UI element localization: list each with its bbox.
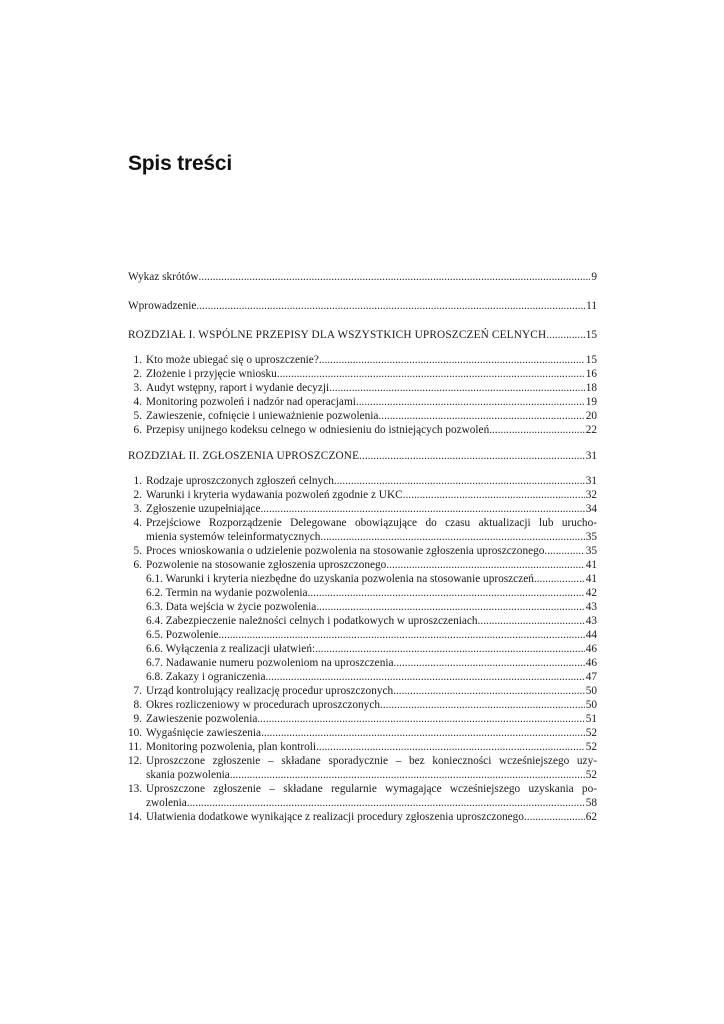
toc-entry[interactable] xyxy=(128,684,597,698)
chapter-title: ROZDZIAŁ I. WSPÓLNE PRZEPISY DLA WSZYSTKICH UPROSZCZEŃ CELNYCH xyxy=(128,329,547,341)
toc-entry-continuation[interactable] xyxy=(128,530,597,544)
dot-leader xyxy=(329,381,585,395)
dot-leader xyxy=(261,726,585,740)
entry-number: 2. xyxy=(133,368,142,380)
toc-entry-label: Rodzaje uproszczonych zgłoszeń celnych xyxy=(146,475,334,487)
table-of-contents xyxy=(128,270,597,824)
entry-number: 11. xyxy=(128,741,142,753)
entry-number: 6. xyxy=(133,424,142,436)
dot-leader xyxy=(386,558,584,572)
toc-entry[interactable] xyxy=(128,474,597,488)
toc-page-number: 15 xyxy=(585,329,597,341)
toc-page-number: 19 xyxy=(585,396,597,408)
entry-number: 5. xyxy=(133,545,142,557)
toc-entry[interactable] xyxy=(128,381,597,395)
toc-entry-label: Przepisy unijnego kodeksu celnego w odniesieniu do istniejących pozwoleń. xyxy=(146,424,493,436)
entry-number: 13. xyxy=(128,783,143,795)
toc-entry[interactable] xyxy=(128,367,597,381)
toc-entry-label: Zgłoszenie uzupełniające xyxy=(146,503,261,515)
toc-entry[interactable] xyxy=(128,488,597,502)
toc-entry-label: Monitoring pozwoleń i nadzór nad operacjami xyxy=(146,396,356,408)
toc-entry-abbreviations[interactable] xyxy=(128,270,597,284)
dot-leader xyxy=(544,544,584,558)
dot-leader xyxy=(266,670,585,684)
toc-entry[interactable] xyxy=(128,544,597,558)
toc-subentry-label: 6.2. Termin na wydanie pozwolenia xyxy=(146,587,308,599)
toc-subentry-label: 6.6. Wyłączenia z realizacji ułatwień: xyxy=(146,643,316,655)
toc-entry-label: Ułatwienia dodatkowe wynikające z realizacji procedury zgłoszenia uproszczonego xyxy=(146,811,524,823)
dot-leader xyxy=(359,449,585,463)
toc-entry-label-line2: skania pozwolenia xyxy=(146,769,230,781)
toc-entry-label: Złożenie i przyjęcie wniosku xyxy=(146,368,277,380)
toc-chapter-1[interactable] xyxy=(128,328,597,342)
toc-page-number: 43 xyxy=(585,615,597,627)
dot-leader xyxy=(478,614,585,628)
toc-page-number: 52 xyxy=(585,769,597,781)
entry-number: 6. xyxy=(133,559,142,571)
dot-leader xyxy=(319,353,585,367)
toc-subentry-label: 6.5. Pozwolenie xyxy=(146,629,219,641)
dot-leader xyxy=(534,572,585,586)
toc-page-number: 58 xyxy=(585,797,597,809)
entry-number: 9. xyxy=(133,713,142,725)
toc-entry-label: Monitoring pozwolenia, plan kontroli xyxy=(146,741,317,753)
toc-page-number: 34 xyxy=(585,503,597,515)
toc-page-number: 50 xyxy=(585,685,597,697)
toc-entry[interactable] xyxy=(128,423,597,437)
toc-page-number: 51 xyxy=(585,713,597,725)
dot-leader xyxy=(218,628,584,642)
toc-entry[interactable] xyxy=(128,558,597,572)
dot-leader xyxy=(316,600,584,614)
toc-page-number: 46 xyxy=(585,643,597,655)
toc-page-number: 16 xyxy=(585,368,597,380)
toc-entry-label: Urząd kontrolujący realizację procedur uproszczonych xyxy=(146,685,394,697)
dot-leader xyxy=(394,656,585,670)
toc-entry-label-line2: mienia systemów teleinformatycznych xyxy=(146,531,321,543)
toc-page-number: 41 xyxy=(585,573,597,585)
toc-entry[interactable] xyxy=(128,502,597,516)
toc-subentry-label: 6.7. Nadawanie numeru pozwoleniom na uproszczenia xyxy=(146,657,394,669)
toc-page-number: 44 xyxy=(585,629,597,641)
dot-leader xyxy=(378,409,584,423)
toc-entry-label-line2: zwolenia xyxy=(146,797,187,809)
dot-leader xyxy=(260,502,584,516)
toc-entry-continuation[interactable] xyxy=(128,768,597,782)
toc-entry-wrapped[interactable] xyxy=(128,516,597,530)
spacer xyxy=(128,437,597,449)
toc-subentry[interactable] xyxy=(128,614,597,628)
toc-subentry-label: 6.4. Zabezpieczenie należności celnych i podatkowych w uproszczeniach xyxy=(146,615,478,627)
dot-leader xyxy=(380,698,585,712)
entry-number: 4. xyxy=(133,396,142,408)
toc-page-number: 35 xyxy=(585,545,597,557)
entry-number: 12. xyxy=(128,755,143,767)
toc-entry-wrapped[interactable] xyxy=(128,754,597,768)
toc-entry-continuation[interactable] xyxy=(128,796,597,810)
entry-number: 10. xyxy=(128,727,143,739)
toc-page-number: 47 xyxy=(585,671,597,683)
toc-entry-label-line1: Przejściowe Rozporządzenie Delegowane obowiązujące do czasu aktualizacji lub urucho- xyxy=(146,517,597,529)
toc-page-number: 42 xyxy=(585,587,597,599)
dot-leader xyxy=(492,423,585,437)
toc-page-number: 31 xyxy=(585,450,597,462)
toc-entry-label: Audyt wstępny, raport i wydanie decyzji xyxy=(146,382,330,394)
dot-leader xyxy=(187,796,585,810)
toc-page-number: 46 xyxy=(585,657,597,669)
toc-subentry-label: 6.3. Data wejścia w życie pozwolenia xyxy=(146,601,317,613)
toc-entry-label: Proces wnioskowania o udzielenie pozwolenia na stosowanie zgłoszenia uproszczonego xyxy=(146,545,545,557)
dot-leader xyxy=(334,474,585,488)
dot-leader xyxy=(315,642,585,656)
dot-leader xyxy=(320,530,584,544)
toc-entry-label: Kto może ubiegać się o uproszczenie? xyxy=(146,354,319,366)
toc-subentry[interactable] xyxy=(128,656,597,670)
entry-number: 1. xyxy=(133,475,142,487)
toc-entry-label-line1: Uproszczone zgłoszenie – składane regularnie wymagające wcześniejszego uzyskania po- xyxy=(146,783,597,795)
toc-subentry[interactable] xyxy=(128,628,597,642)
toc-entry-label: Wygaśnięcie zawieszenia xyxy=(146,727,262,739)
toc-chapter-2[interactable] xyxy=(128,449,597,463)
entry-number: 1. xyxy=(133,354,142,366)
toc-subentry[interactable] xyxy=(128,642,597,656)
toc-page-number: 32 xyxy=(585,489,597,501)
toc-entry-label: Zawieszenie, cofnięcie i unieważnienie pozwolenia xyxy=(146,410,379,422)
page-title: Spis treści xyxy=(128,152,233,175)
toc-page-number: 18 xyxy=(585,382,597,394)
dot-leader xyxy=(393,684,585,698)
toc-entry-label-line1: Uproszczone zgłoszenie – składane sporadycznie – bez konieczności wcześniejszego uzy- xyxy=(146,755,597,767)
toc-entry[interactable] xyxy=(128,395,597,409)
toc-page-number: 20 xyxy=(585,410,597,422)
dot-leader xyxy=(356,395,585,409)
toc-entry-wrapped[interactable] xyxy=(128,782,597,796)
entry-number: 5. xyxy=(133,410,142,422)
dot-leader xyxy=(308,586,585,600)
toc-page-number: 62 xyxy=(585,811,597,823)
toc-page-number: 41 xyxy=(585,559,597,571)
toc-page-number: 52 xyxy=(585,741,597,753)
entry-number: 4. xyxy=(133,517,142,529)
dot-leader xyxy=(316,740,585,754)
entry-number: 7. xyxy=(133,685,142,697)
toc-entry-label: Wprowadzenie xyxy=(128,300,197,312)
entry-number: 3. xyxy=(133,382,142,394)
dot-leader xyxy=(403,488,585,502)
toc-entry[interactable] xyxy=(128,353,597,367)
dot-leader xyxy=(546,328,584,342)
toc-entry-label: Okres rozliczeniowy w procedurach uproszczonych xyxy=(146,699,380,711)
entry-number: 2. xyxy=(133,489,142,501)
toc-page-number: 31 xyxy=(585,475,597,487)
dot-leader xyxy=(199,270,591,284)
toc-page-number: 50 xyxy=(585,699,597,711)
entry-number: 8. xyxy=(133,699,142,711)
toc-entry[interactable] xyxy=(128,740,597,754)
toc-subentry-label: 6.1. Warunki i kryteria niezbędne do uzyskania pozwolenia na stosowanie uproszczeń xyxy=(146,573,534,585)
toc-subentry-label: 6.8. Zakazy i ograniczenia xyxy=(146,671,266,683)
toc-page-number: 15 xyxy=(585,354,597,366)
toc-subentry[interactable] xyxy=(128,586,597,600)
toc-entry[interactable] xyxy=(128,409,597,423)
toc-page-number: 35 xyxy=(585,531,597,543)
toc-entry[interactable] xyxy=(128,810,597,824)
toc-page-number: 52 xyxy=(585,727,597,739)
dot-leader xyxy=(257,712,584,726)
toc-entry-label: Zawieszenie pozwolenia xyxy=(146,713,258,725)
dot-leader xyxy=(230,768,585,782)
entry-number: 3. xyxy=(133,503,142,515)
chapter-title: ROZDZIAŁ II. ZGŁOSZENIA UPROSZCZONE xyxy=(128,450,360,462)
dot-leader xyxy=(524,810,585,824)
toc-page-number: 22 xyxy=(585,424,597,436)
toc-page-number: 43 xyxy=(585,601,597,613)
toc-subentry[interactable] xyxy=(128,670,597,684)
toc-entry-label: Pozwolenie na stosowanie zgłoszenia uproszczonego xyxy=(146,559,387,571)
toc-subentry[interactable] xyxy=(128,572,597,586)
entry-number: 14. xyxy=(128,811,143,823)
toc-subentry[interactable] xyxy=(128,600,597,614)
toc-entry-introduction[interactable] xyxy=(128,299,597,313)
toc-entry[interactable] xyxy=(128,726,597,740)
toc-entry[interactable] xyxy=(128,698,597,712)
toc-entry[interactable] xyxy=(128,712,597,726)
toc-page-number: 11 xyxy=(586,300,597,312)
dot-leader xyxy=(277,367,585,381)
toc-page-number: 9 xyxy=(591,271,597,283)
dot-leader xyxy=(196,299,585,313)
toc-entry-label: Wykaz skrótów xyxy=(128,271,199,283)
toc-entry-label: Warunki i kryteria wydawania pozwoleń zgodnie z UKC xyxy=(146,489,403,501)
